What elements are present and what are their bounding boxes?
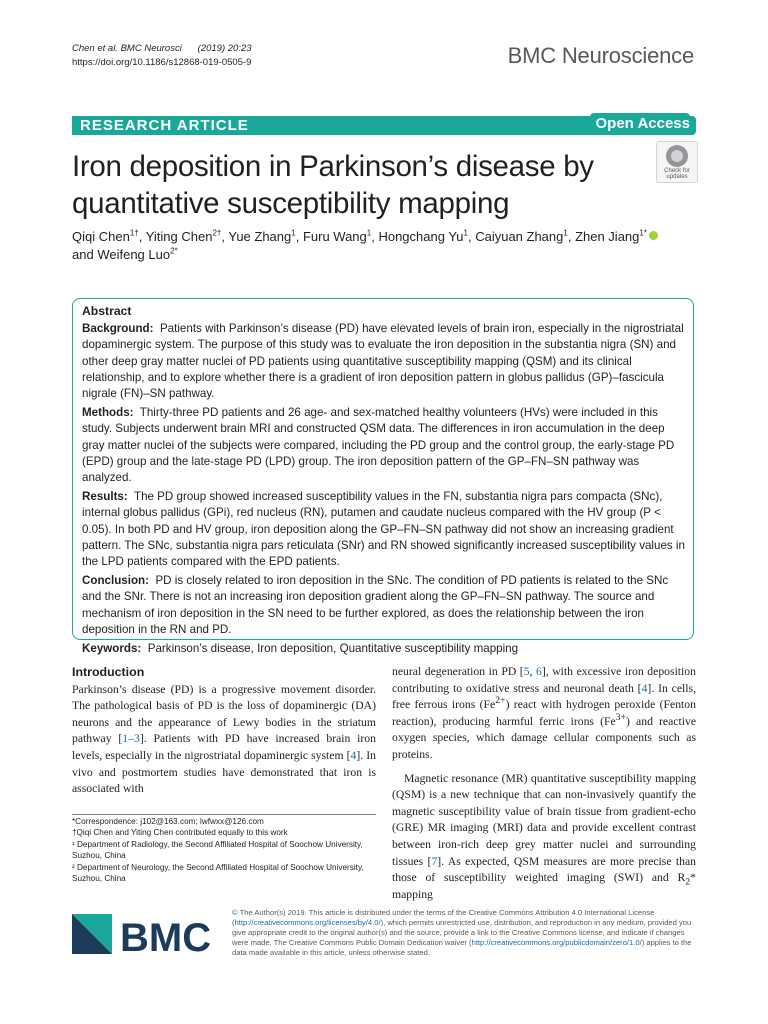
citation-link[interactable]: 4 [350, 748, 357, 762]
abstract-heading: Abstract [82, 304, 132, 318]
body-right-column [392, 664, 696, 903]
author[interactable]: Caiyuan Zhang$^1$ [475, 228, 568, 244]
citation-link[interactable]: 4 [641, 681, 648, 695]
abstract-results: Results: The PD group showed increased susceptibility values in the FN, substantia nigra pars compacta (SNc), internal globus pallidus (GPi), red nucleus (RN), putamen and caudate nucleus compared with the HV group (P < 0.05). In both PD and HV group, iron deposition along the GP–FN–SN pathway did not show an increasing gradient pattern. The SNc, substantia nigra pars reticulata (SNr) and RN showed significantly increased susceptibility values in the LPD patients compared with the EPD patients. [82, 490, 685, 569]
article-type-label: RESEARCH ARTICLE [80, 117, 249, 134]
abstract-keywords: Keywords: Parkinson’s disease, Iron deposition, Quantitative susceptibility mapping [82, 642, 519, 656]
citation-block [72, 42, 252, 70]
check-updates-label: Check for updates [664, 168, 690, 180]
citation-authors: Chen et al. BMC Neurosci [72, 43, 182, 54]
public-domain-link[interactable]: http://creativecommons.org/publicdomain/zero/1.0/ [471, 938, 642, 947]
abstract-conclusion: Conclusion: PD is closely related to iron deposition in the SNc. The condition of PD patients is related to the SNc and the SNr. There is not an increasing iron deposition gradient along the GP–FN–SN pathway. The source and mechanism of iron deposition in the SN need to be further explored, as does the relationship between the iron deposition in the RN and PD. [82, 574, 669, 636]
introduction-heading: Introduction [72, 665, 145, 679]
authors-and: and [72, 247, 94, 262]
body-paragraph: neural degeneration in PD [5, 6], with excessive iron deposition contributing to oxidative stress and neuronal death [4]. In cells, free ferrous irons $(Fe^{2+})$ react with hydrogen peroxide (Fenton reaction), producing harmful ferric irons $(Fe^{3+})$ and reactive oxygen species, which damage cellular components such as proteins. [392, 665, 697, 761]
license-link[interactable]: http://creativecommons.org/licenses/by/4.0/ [234, 918, 381, 927]
article-title: Iron deposition in Parkinson’s disease by quantitative susceptibility mapping [72, 150, 594, 220]
bmc-logo[interactable] [72, 908, 220, 960]
orcid-icon[interactable] [649, 231, 658, 240]
journal-name: BMC Neuroscience [507, 43, 694, 68]
footnotes [72, 816, 376, 884]
affiliation-2: ² Department of Neurology, the Second Affiliated Hospital of Soochow University, Suzhou, China [72, 862, 364, 884]
abstract-methods: Methods: Thirty-three PD patients and 26 age- and sex-matched healthy volunteers (HVs) were included in this study. Subjects underwent brain MRI and constructed QSM data. The differences in iron accumulation in the deep gray matter nuclei of the subjects were compared, including the PD group and the control group, the early-stage PD (EPD) group and the late-stage PD (LPD) group. The iron deposition pattern of the GP–FN–SN pathway was analyzed. [82, 406, 675, 485]
intro-paragraph: Parkinson’s disease (PD) is a progressive movement disorder. The pathological basis of PD is the loss of dopaminergic (DA) neurons and the appearance of Lewy bodies in the striatum pathway [1–3]. Patients with PD have increased brain iron levels, especially in the nigrostriatal dopaminergic system [4]. In vivo and postmortem studies have demonstrated that iron is associated with [72, 682, 376, 796]
author[interactable]: Hongchang Yu$^1$ [378, 228, 468, 244]
author[interactable]: Yue Zhang$^1$ [228, 228, 296, 244]
check-updates-icon [666, 145, 688, 167]
body-left-column [72, 664, 376, 798]
citation-year: (2019) 20:23 [197, 43, 252, 54]
author[interactable]: Furu Wang$^1$ [302, 228, 372, 244]
footnote-divider [72, 814, 376, 815]
author[interactable]: Yiting Chen$^{2\dagger}$ [145, 228, 222, 244]
body-paragraph: Magnetic resonance (MR) quantitative susceptibility mapping (QSM) is a new technique that can non-invasively quantify the magnetic susceptibility value of brain tissue from gradient-echo (GRE) MR imaging (MRI) data and provide excellent contrast between iron-rich deep grey matter nuclei and surrounding tissues [7]. As expected, QSM measures are more precise than those of susceptibility weighted imaging (SWI) and $R_2*$ mapping [392, 771, 696, 901]
author[interactable]: Zhen Jiang$^{1*}$ [575, 228, 647, 244]
check-for-updates-badge[interactable] [656, 141, 698, 183]
logo-text: BMC [120, 916, 212, 960]
equal-contribution-note: †Qiqi Chen and Yiting Chen contributed equally to this work [72, 828, 288, 838]
license-statement: © The Author(s) 2019. This article is distributed under the terms of the Creative Commons Attribution 4.0 International License (http://creativecommons.org/licenses/by/4.0/), which permits unrestricted use, distribution, and reproduction in any medium, provided you give appropriate credit to the original author(s) and the source, provide a link to the Creative Commons license, and indicate if changes were made. The Creative Commons Public Domain Dedication waiver (http://creativecommons.org/publicdomain/zero/1.0/) applies to the data made available in this article, unless otherwise stated. [232, 908, 692, 957]
author[interactable]: Qiqi Chen$^{1\dagger}$ [72, 228, 139, 244]
citation-link[interactable]: 7 [431, 854, 438, 868]
doi-link[interactable]: https://doi.org/10.1186/s12868-019-0505-9 [72, 57, 252, 68]
abstract-background: Background: Patients with Parkinson’s disease (PD) have elevated levels of brain iron, especially in the nigrostriatal dopaminergic system. The purpose of this study was to evaluate the iron deposition in the substantia nigra (SN) and other deep gray matter nuclei of PD patients using quantitative susceptibility mapping (QSM) and its clinical relationship, and to explore whether there is a gradient of iron deposition pattern in globus pallidus (GP)–fascicula nigrale (FN)–SN pathway. [82, 322, 684, 401]
correspondence-note[interactable]: *Correspondence: j102@163.com; lwfwxx@126.com [72, 817, 264, 826]
citation-link[interactable]: 5 [523, 665, 530, 678]
citation-link[interactable]: 1–3 [122, 732, 140, 746]
author-list: Qiqi Chen$^{1\dagger}$, Yiting Chen$^{2\dagger}$, Yue Zhang$^1$, Furu Wang$^1$, Hongchang Yu$^1$, Caiyuan Zhang$^1$, Zhen Jiang$^{1*}$ and Weifeng Luo$^{2*}$ [72, 228, 672, 264]
open-access-label: Open Access [590, 113, 691, 135]
affiliation-1: ¹ Department of Radiology, the Second Affiliated Hospital of Soochow University, Suzhou, China [72, 839, 363, 861]
author[interactable]: Weifeng Luo$^{2*}$ [97, 246, 178, 262]
citation-link[interactable]: 6 [536, 665, 542, 678]
abstract [82, 303, 686, 660]
